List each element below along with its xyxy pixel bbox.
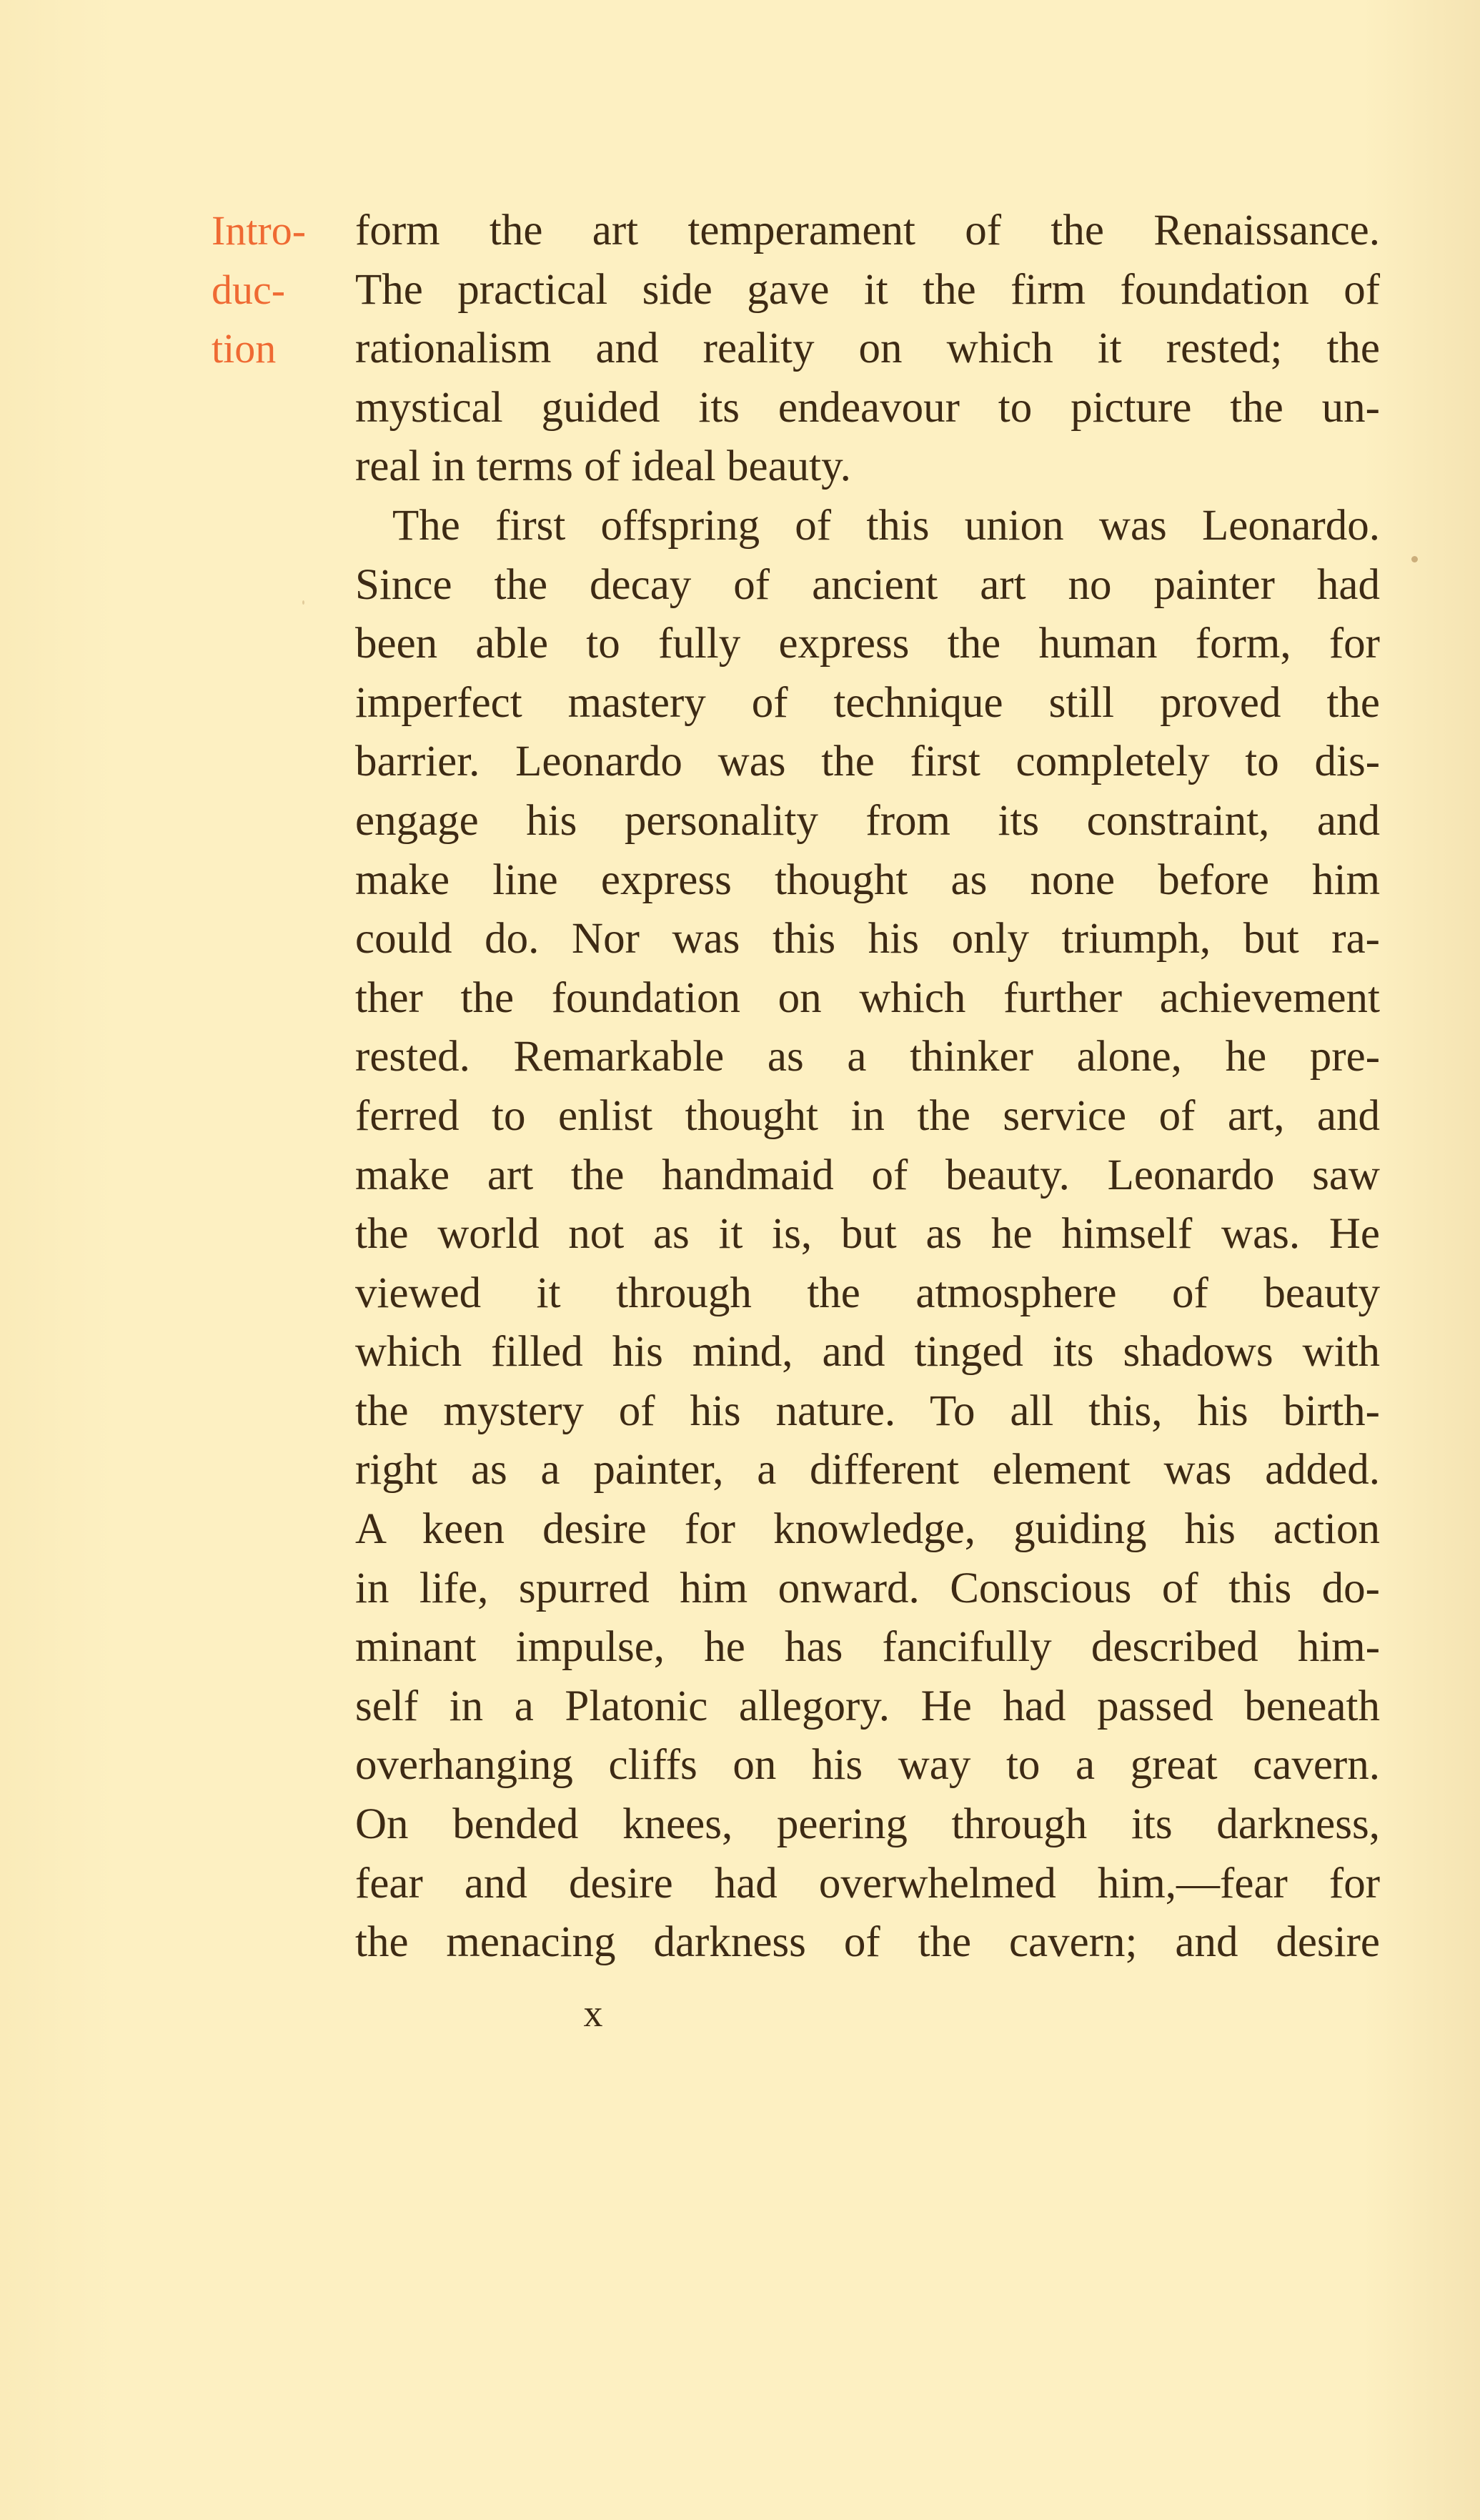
- text-line: could do. Nor was this his only triumph, but ra-: [355, 915, 1380, 963]
- text-line: On bended knees, peering through its darkness,: [355, 1800, 1380, 1849]
- text-line: right as a painter, a different element was added.: [355, 1446, 1380, 1494]
- text-line: the world not as it is, but as he himself was. He: [355, 1210, 1381, 1259]
- side-label-line: duc-: [212, 266, 286, 313]
- text-line: the menacing darkness of the cavern; and desire: [355, 1918, 1380, 1967]
- text-line: minant impulse, he has fancifully described him-: [355, 1623, 1381, 1672]
- paragraph-2: [355, 497, 1380, 1973]
- text-line: ferred to enlist thought in the service of art, and: [355, 1091, 1380, 1140]
- paper-speck: [1411, 556, 1418, 562]
- text-line: engage his personality from its constraint, and: [355, 796, 1380, 845]
- text-line: real in terms of ideal beauty.: [355, 442, 851, 491]
- text-line: barrier. Leonardo was the first completely to dis-: [355, 738, 1381, 786]
- text-line: self in a Platonic allegory. He had passed beneath: [355, 1682, 1380, 1730]
- text-line: been able to fully express the human form, for: [355, 620, 1381, 668]
- text-line: fear and desire had overwhelmed him,—fear for: [355, 1859, 1381, 1908]
- text-line: make art the handmaid of beauty. Leonardo saw: [355, 1151, 1380, 1199]
- side-label-line: tion: [212, 325, 277, 372]
- side-label-line: Intro-: [212, 207, 307, 254]
- text-line: which filled his mind, and tinged its shadows with: [355, 1328, 1380, 1376]
- text-line: A keen desire for knowledge, guiding his action: [355, 1505, 1380, 1554]
- paper-speck: [302, 600, 304, 605]
- text-line: in life, spurred him onward. Conscious of this do-: [355, 1564, 1380, 1612]
- text-line: the mystery of his nature. To all this, his birth-: [355, 1387, 1380, 1435]
- text-line: rationalism and reality on which it rested; the: [355, 324, 1380, 373]
- text-line: The first offspring of this union was Leonardo.: [392, 501, 1380, 550]
- text-line: rested. Remarkable as a thinker alone, he pre-: [355, 1033, 1381, 1081]
- text-line: imperfect mastery of technique still proved the: [355, 678, 1380, 727]
- marginal-section-label: [212, 202, 347, 379]
- text-line: Since the decay of ancient art no painter had: [355, 560, 1380, 609]
- text-line: ther the foundation on which further achievement: [355, 973, 1380, 1022]
- text-line: make line express thought as none before him: [355, 855, 1381, 904]
- text-line: The practical side gave it the firm foundation of: [355, 265, 1381, 314]
- body-text: [355, 202, 1380, 1973]
- text-line: overhanging cliffs on his way to a great cavern.: [355, 1741, 1380, 1790]
- text-line: viewed it through the atmosphere of beauty: [355, 1269, 1380, 1317]
- text-line: mystical guided its endeavour to picture the un-: [355, 383, 1380, 432]
- text-line: form the art temperament of the Renaissance.: [355, 207, 1381, 254]
- paragraph-1: [355, 202, 1380, 497]
- page-number: x: [583, 1992, 603, 2035]
